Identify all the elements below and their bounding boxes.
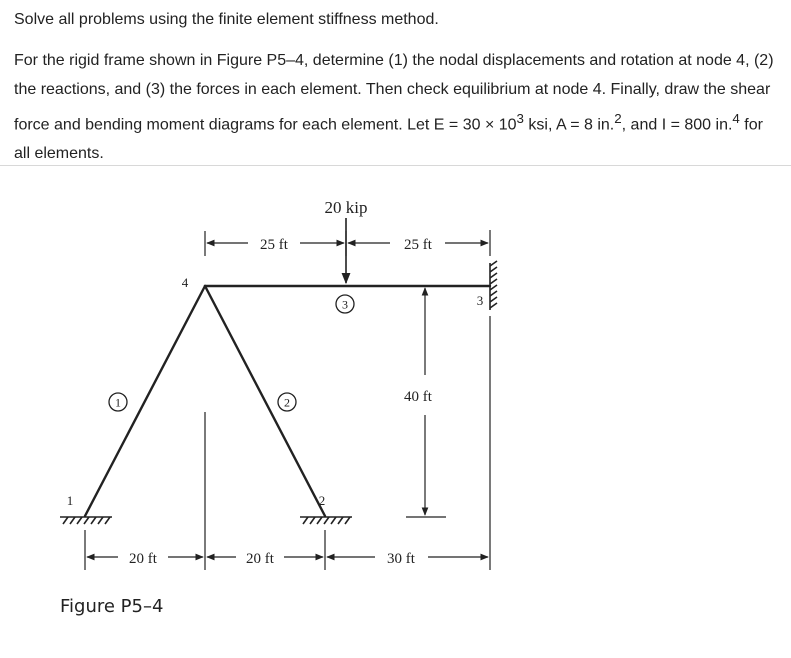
node-label-2: 2	[318, 493, 326, 508]
fixed-support-node-1	[60, 517, 112, 524]
problem-intro: Solve all problems using the finite element stiffness method.	[14, 11, 439, 28]
element-label-1	[109, 393, 127, 411]
top-dim-right-label: 25 ft	[404, 237, 432, 253]
svg-text:1: 1	[115, 395, 121, 410]
node-label-3: 3	[476, 293, 484, 308]
fixed-support-node-2	[300, 517, 352, 524]
element-label-3	[336, 295, 354, 313]
svg-text:3: 3	[342, 297, 348, 312]
bottom-dim-1-label: 20 ft	[129, 551, 157, 567]
node-label-4: 4	[181, 275, 189, 290]
area-exponent: 2	[614, 111, 622, 126]
element-1-member	[85, 286, 205, 516]
node-label-1: 1	[66, 493, 74, 508]
inertia-exponent: 4	[732, 111, 740, 126]
element-2-member	[205, 286, 325, 516]
bottom-dim-3-label: 30 ft	[387, 551, 415, 567]
e-exponent: 3	[516, 111, 524, 126]
ending-text: for all elements.	[14, 116, 763, 163]
figure-caption: Figure P5–4	[60, 596, 164, 617]
inertia-text: , and I = 800 in.	[621, 116, 733, 134]
element-label-2	[278, 393, 296, 411]
bottom-dim-2-label: 20 ft	[246, 551, 274, 567]
problem-body-text: For the rigid frame shown in Figure P5–4, determine (1) the nodal displacements and rotation at node 4, (2) the reactions, and (3) the forces in each element. Then check equilibrium at node 4. Finally, draw the shear force and bending moment diagrams for each element. Let E = 30 × 10	[14, 52, 774, 134]
top-dim-left-label: 25 ft	[260, 237, 288, 253]
area-text: ksi, A = 8 in.	[528, 116, 615, 134]
height-dim-label: 40 ft	[404, 389, 432, 405]
svg-text:2: 2	[284, 395, 290, 410]
load-label: 20 kip	[324, 198, 368, 217]
